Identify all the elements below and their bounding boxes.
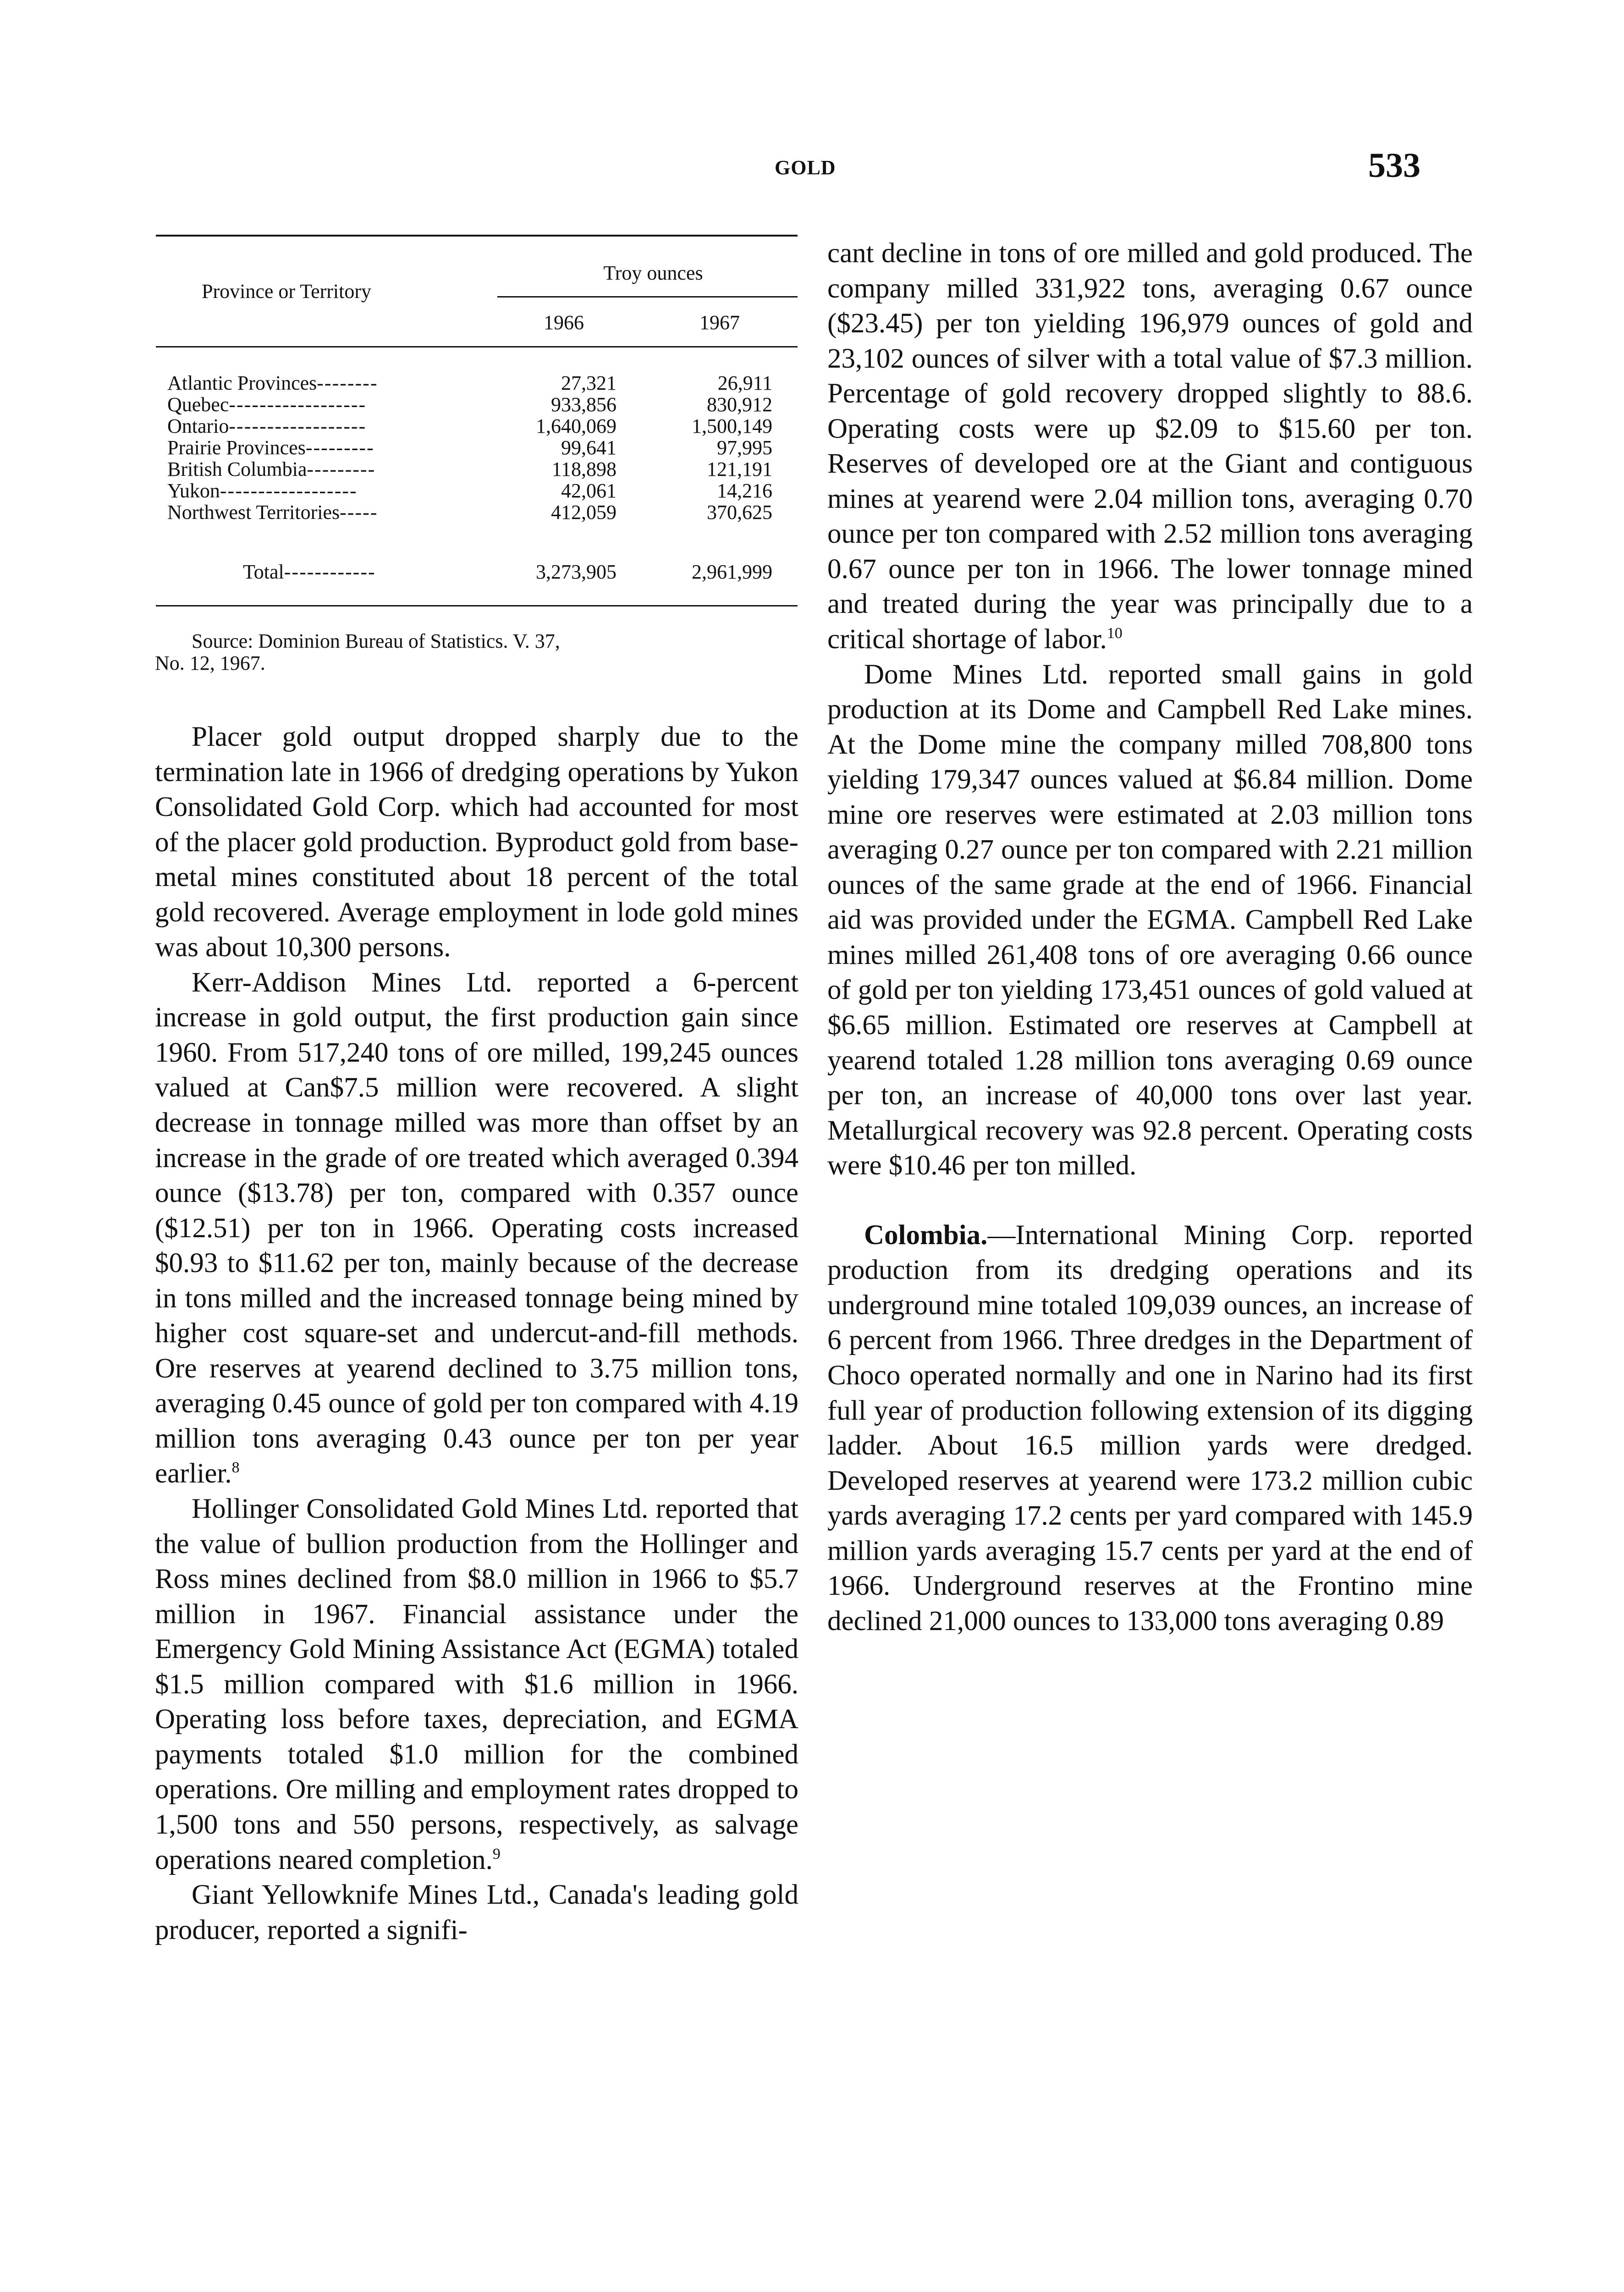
- table-cell-1966: 27,321: [561, 372, 617, 394]
- paragraph: Hollinger Consolidated Gold Mines Ltd. reported that the value of bullion production from the Hollinger and Ross mines declined from $8.0 million in 1966 to $5.7 million in 1967. Financial assistance under the Emergency Gold Mining Assistance Act (EGMA) totaled $1.5 million compared with $1.6 million in 1966. Operating loss before taxes, depreciation, and EGMA payments totaled $1.0 million for the combined operations. Ore milling and employment rates dropped to 1,500 tons and 550 persons, respectively, as salvage operations neared completion.$^9$: [155, 1493, 798, 1875]
- source-line: Source: Dominion Bureau of Statistics. V. 37,: [192, 630, 560, 652]
- table-cell-1967: 830,912: [707, 393, 772, 416]
- header-bottom-rule: [156, 346, 798, 347]
- source-line: No. 12, 1967.: [155, 652, 265, 675]
- table-cell-1966: 412,059: [551, 501, 617, 523]
- footnote-ref: 8: [231, 1459, 240, 1477]
- left-text-column: [155, 720, 798, 1948]
- running-title: GOLD: [775, 156, 836, 179]
- table-row: British Columbia---------: [167, 458, 376, 480]
- table-cell-1967: 370,625: [707, 501, 772, 523]
- table-cell-1967: 1,500,149: [692, 415, 772, 437]
- table-spanner-header: Troy ounces: [603, 262, 703, 284]
- paragraph: cant decline in tons of ore milled and gold produced. The company milled 331,922 tons, averaging 0.67 ounce ($23.45) per ton yielding 196,979 ounces of gold and 23,102 ounces of silver with a total value of $7.3 million. Percentage of gold recovery dropped slightly to 88.6. Operating costs were up $2.09 to $15.60 per ton. Reserves of developed ore at the Giant and contiguous mines at yearend were 2.04 million tons, averaging 0.70 ounce per ton compared with 2.52 million tons averaging 0.67 ounce per ton in 1966. The lower tonnage mined and treated during the year was principally due to a critical shortage of labor.$^{10}$: [827, 238, 1473, 655]
- year-1967-header: 1967: [699, 311, 740, 334]
- table-cell-1966: 99,641: [561, 436, 617, 459]
- table-top-rule: [156, 235, 798, 237]
- table-row: Quebec------------------: [167, 393, 367, 416]
- paragraph: Placer gold output dropped sharply due to the termination late in 1966 of dredging operations by Yukon Consolidated Gold Corp. which had accounted for most of the placer gold production. Byproduct gold from base-metal mines constituted about 18 percent of the total gold recovered. Average employment in lode gold mines was about 10,300 persons.: [155, 722, 798, 963]
- page-number: 533: [1368, 146, 1420, 185]
- table-cell-1966: 42,061: [561, 479, 617, 502]
- paragraph: Colombia.—International Mining Corp. reported production from its dredging operations and its underground mine totaled 109,039 ounces, an increase of 6 percent from 1966. Three dredges in the Department of Choco operated normally and one in Narino had its first full year of production following extension of its digging ladder. About 16.5 million yards were dredged. Developed reserves at yearend were 173.2 million cubic yards averaging 17.2 cents per yard compared with 145.9 million yards averaging 15.7 cents per yard at the end of 1966. Underground reserves at the Frontino mine declined 21,000 ounces to 133,000 tons averaging 0.89: [827, 1219, 1473, 1636]
- table-cell-1967: 121,191: [707, 458, 772, 480]
- table-row: Ontario------------------: [167, 415, 367, 437]
- table-cell-1966: 118,898: [551, 458, 617, 480]
- table-source-note: [155, 630, 798, 675]
- table-cell-1967: 14,216: [717, 479, 772, 502]
- table-bottom-rule: [156, 605, 798, 606]
- right-text-column: [827, 236, 1473, 1639]
- paragraph: Dome Mines Ltd. reported small gains in gold production at its Dome and Campbell Red Lake mines. At the Dome mine the company milled 708,800 tons yielding 179,347 ounces valued at $6.84 million. Dome mine ore reserves were estimated at 2.03 million tons averaging 0.27 ounce per ton compared with 2.21 million ounces of the same grade at the end of 1966. Financial aid was provided under the EGMA. Campbell Red Lake mines milled 261,408 tons of ore averaging 0.66 ounce of gold per ton yielding 173,451 ounces of gold valued at $6.65 million. Estimated ore reserves at Campbell at yearend totaled 1.28 million tons averaging 0.69 ounce per ton, an increase of 40,000 tons over last year. Metallurgical recovery was 92.8 percent. Operating costs were $10.46 per ton milled.: [827, 659, 1473, 1181]
- table-row: Prairie Provinces---------: [167, 436, 374, 459]
- table-stub-header: Province or Territory: [202, 280, 372, 303]
- year-1966-header: 1966: [544, 311, 584, 334]
- paragraph: Giant Yellowknife Mines Ltd., Canada's leading gold producer, reported a signifi-: [155, 1879, 798, 1945]
- table-cell-1967: 26,911: [717, 372, 772, 394]
- table-row: Northwest Territories-----: [167, 501, 378, 523]
- footnote-ref: 10: [1107, 625, 1123, 642]
- table-total-1967: 2,961,999: [692, 561, 772, 583]
- table-cell-1966: 1,640,069: [536, 415, 617, 437]
- table-total-1966: 3,273,905: [536, 561, 617, 583]
- section-lead: Colombia.: [864, 1219, 988, 1251]
- paragraph: Kerr-Addison Mines Ltd. reported a 6-percent increase in gold output, the first production gain since 1960. From 517,240 tons of ore milled, 199,245 ounces valued at Can$7.5 million were recovered. A slight decrease in tonnage milled was more than offset by an increase in the grade of ore treated which averaged 0.394 ounce ($13.78) per ton, compared with 0.357 ounce ($12.51) per ton in 1966. Operating costs increased $0.93 to $11.62 per ton, mainly because of the decrease in tons milled and the increased tonnage being mined by higher cost square-set and undercut-and-fill methods. Ore reserves at yearend declined to 3.75 million tons, averaging 0.45 ounce of gold per ton compared with 4.19 million tons averaging 0.43 ounce per ton per year earlier.$^8$: [155, 967, 798, 1489]
- table-row: Atlantic Provinces--------: [167, 372, 378, 394]
- table-row: Yukon------------------: [167, 479, 358, 502]
- table-total-row: Total------------: [243, 561, 376, 583]
- spanner-rule: [497, 296, 798, 298]
- footnote-ref: 9: [492, 1845, 501, 1862]
- table-cell-1967: 97,995: [717, 436, 772, 459]
- table-cell-1966: 933,856: [551, 393, 617, 416]
